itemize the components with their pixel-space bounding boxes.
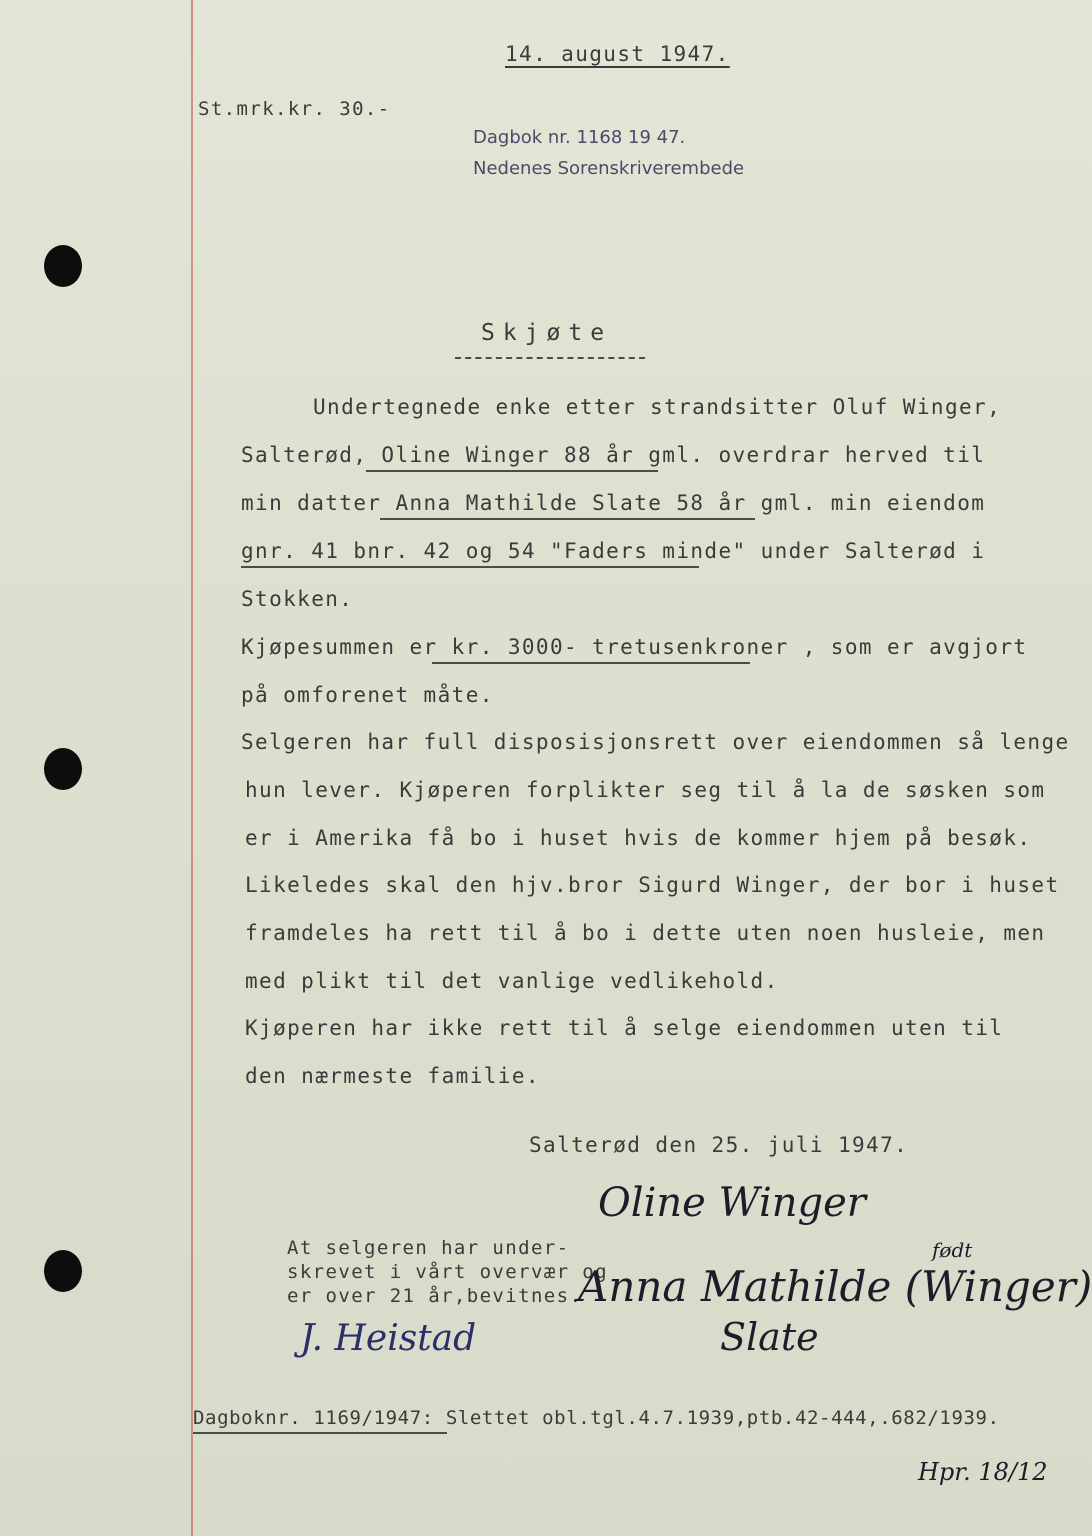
body-line: gnr. 41 bnr. 42 og 54 "Faders minde" under Salterød i	[241, 539, 986, 563]
witness-signature: J. Heistad	[300, 1318, 477, 1359]
document-date: 14. august 1947.	[505, 42, 730, 66]
punch-hole	[44, 1250, 82, 1292]
punch-hole	[44, 245, 82, 287]
buyer-signature-surname: Slate	[720, 1315, 819, 1359]
body-line: hun lever. Kjøperen forplikter seg til å la de søsken som	[245, 778, 1046, 802]
footer-initials: Hpr. 18/12	[918, 1458, 1048, 1486]
footer-note: Dagboknr. 1169/1947: Slettet obl.tgl.4.7.1939,ptb.42-444,.682/1939.	[193, 1407, 1000, 1429]
witness-line: At selgeren har under-	[287, 1237, 570, 1259]
emphasis-underline	[380, 518, 755, 520]
emphasis-underline	[366, 470, 658, 472]
body-line: med plikt til det vanlige vedlikehold.	[245, 969, 779, 993]
body-line: Kjøpesummen er kr. 3000- tretusenkroner , som er avgjort	[241, 635, 1028, 659]
witness-line: er over 21 år,bevitnes.	[287, 1285, 583, 1307]
body-line: Selgeren har full disposisjonsrett over eiendommen så lenge	[241, 730, 1070, 754]
punch-hole	[44, 748, 82, 790]
title-underline	[455, 357, 645, 359]
body-line: Stokken.	[241, 587, 354, 611]
diary-stamp-office: Nedenes Sorenskriverembede	[473, 158, 745, 179]
body-line: Kjøperen har ikke rett til å selge eiendommen uten til	[245, 1016, 1004, 1040]
diary-stamp-number: Dagbok nr. 1168 19 47.	[473, 127, 686, 148]
body-line: den nærmeste familie.	[245, 1064, 540, 1088]
emphasis-underline	[432, 662, 750, 664]
buyer-signature: Anna Mathilde (Winger)	[578, 1262, 1092, 1311]
body-line: Undertegnede enke etter strandsitter Oluf Winger,	[313, 395, 1002, 419]
document-title: Skjøte	[481, 320, 613, 346]
footer-underline	[193, 1432, 447, 1434]
witness-line: skrevet i vårt overvær og	[287, 1261, 608, 1283]
body-line: er i Amerika få bo i huset hvis de kommer hjem på besøk.	[245, 826, 1032, 850]
place-date: Salterød den 25. juli 1947.	[529, 1133, 909, 1157]
body-line: min datter Anna Mathilde Slate 58 år gml. min eiendom	[241, 491, 986, 515]
body-line: Likeledes skal den hjv.bror Sigurd Winger, der bor i huset	[245, 873, 1060, 897]
emphasis-underline	[241, 566, 699, 568]
margin-line	[191, 0, 193, 1536]
body-line: Salterød, Oline Winger 88 år gml. overdrar herved til	[241, 443, 986, 467]
seller-signature: Oline Winger	[598, 1180, 866, 1226]
stamp-fee: St.mrk.kr. 30.-	[198, 98, 391, 120]
buyer-note: født	[932, 1238, 973, 1262]
body-line: framdeles ha rett til å bo i dette uten noen husleie, men	[245, 921, 1046, 945]
body-line: på omforenet måte.	[241, 683, 494, 707]
